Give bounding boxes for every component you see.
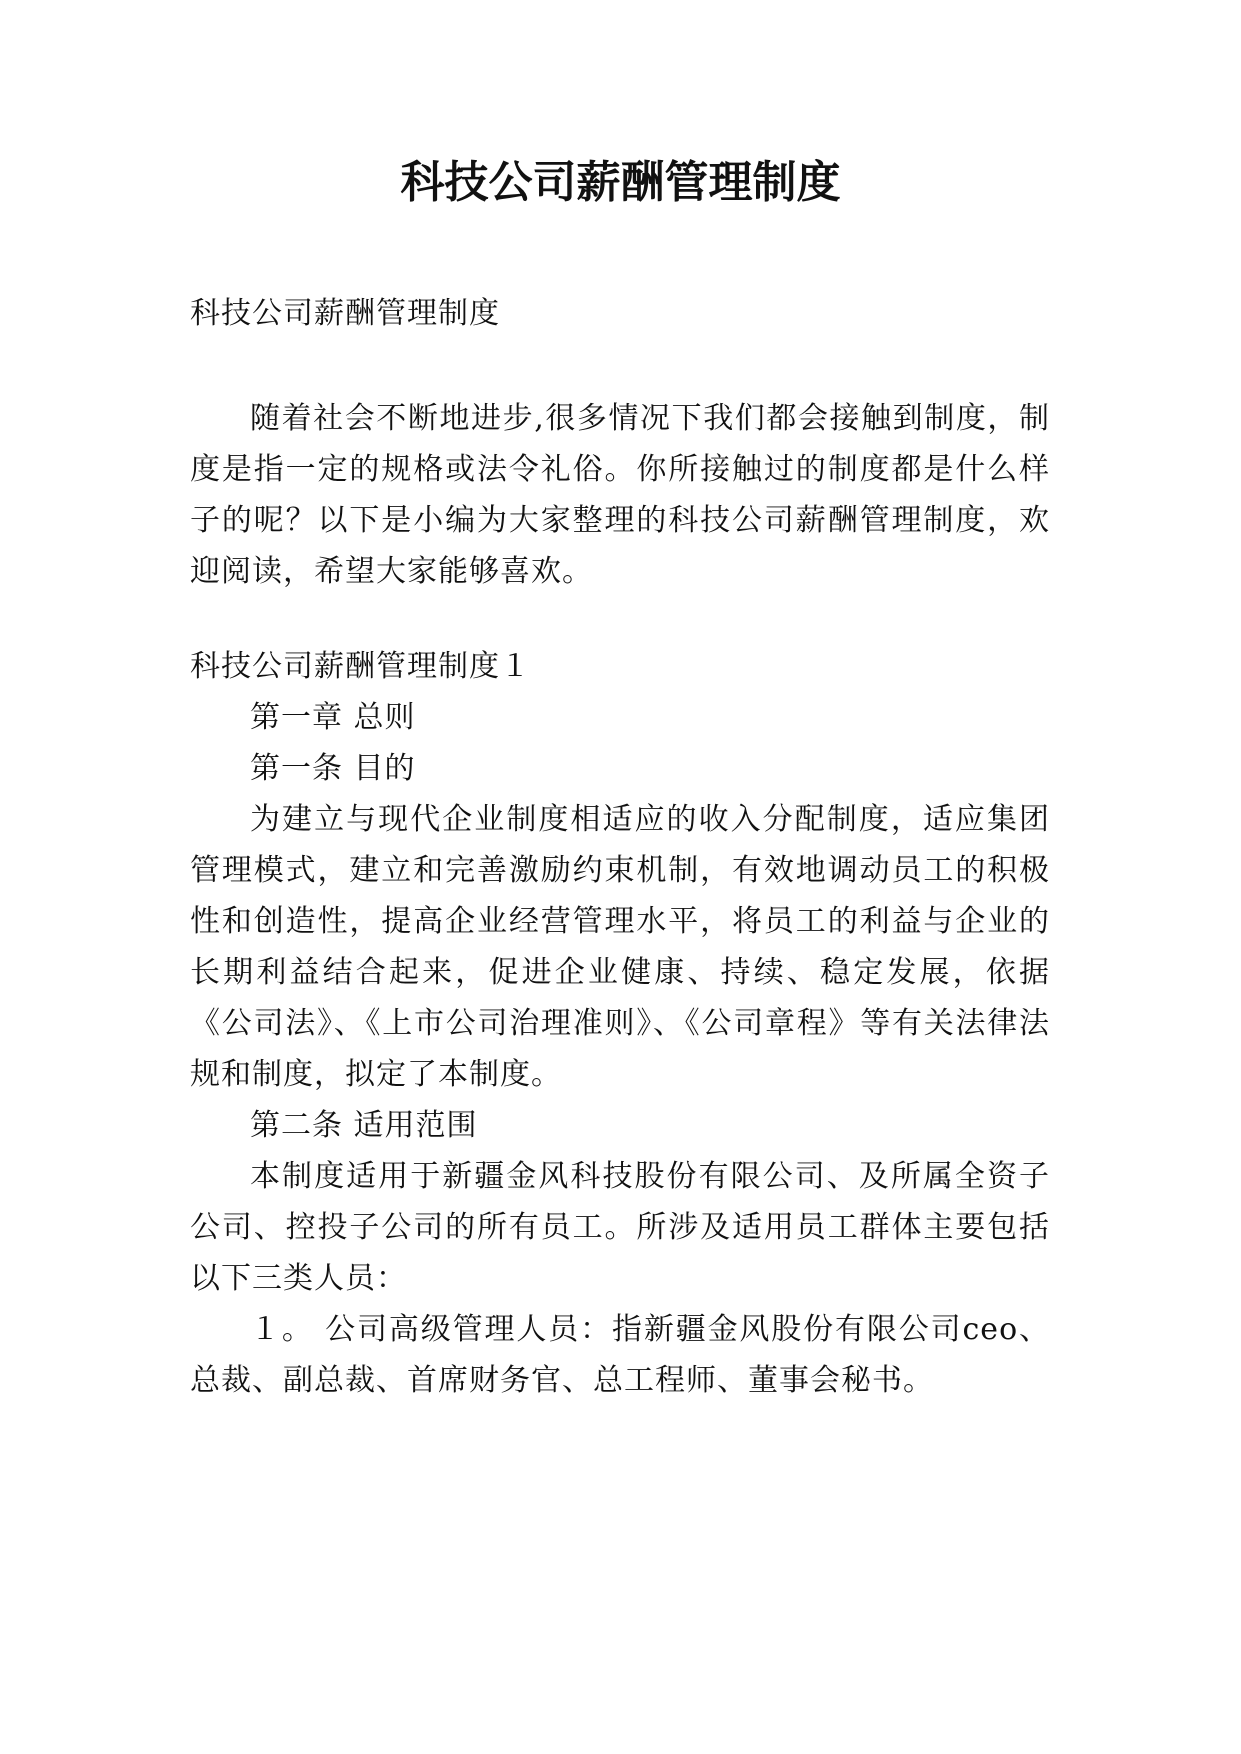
- paragraph-gap: [190, 597, 1050, 641]
- article-heading: 第一条 目的: [250, 751, 416, 786]
- article-paragraph: 本制度适用于新疆金风科技股份有限公司、及所属全资子公司、控投子公司的所有员工。所涉及适用员工群体主要包括以下三类人员：: [190, 1159, 1050, 1296]
- article-heading: 第二条 适用范围: [250, 1108, 478, 1143]
- intro-paragraph: 随着社会不断地进步,很多情况下我们都会接触到制度，制度是指一定的规格或法令礼俗。你所接触过的制度都是什么样子的呢？以下是小编为大家整理的科技公司薪酬管理制度，欢迎阅读，希望大家能够喜欢。: [190, 401, 1050, 589]
- document-subtitle: 科技公司薪酬管理制度: [190, 296, 500, 331]
- paragraph-gap: [190, 339, 1050, 393]
- document-title: 科技公司薪酬管理制度: [400, 157, 841, 208]
- section-title: 科技公司薪酬管理制度１: [190, 649, 531, 684]
- chapter-heading: 第一章 总则: [250, 700, 416, 735]
- article-paragraph: 为建立与现代企业制度相适应的收入分配制度，适应集团管理模式，建立和完善激励约束机制，有效地调动员工的积极性和创造性，提高企业经营管理水平，将员工的利益与企业的长期利益结合起来，促进企业健康、持续、稳定发展，依据《公司法》、《上市公司治理准则》、《公司章程》等有关法律法规和制度，拟定了本制度。: [190, 802, 1050, 1092]
- list-item: １。 公司高级管理人员：指新疆金风股份有限公司ceo、总裁、副总裁、首席财务官、总工程师、董事会秘书。: [190, 1312, 1050, 1398]
- document-body: [190, 288, 1050, 1406]
